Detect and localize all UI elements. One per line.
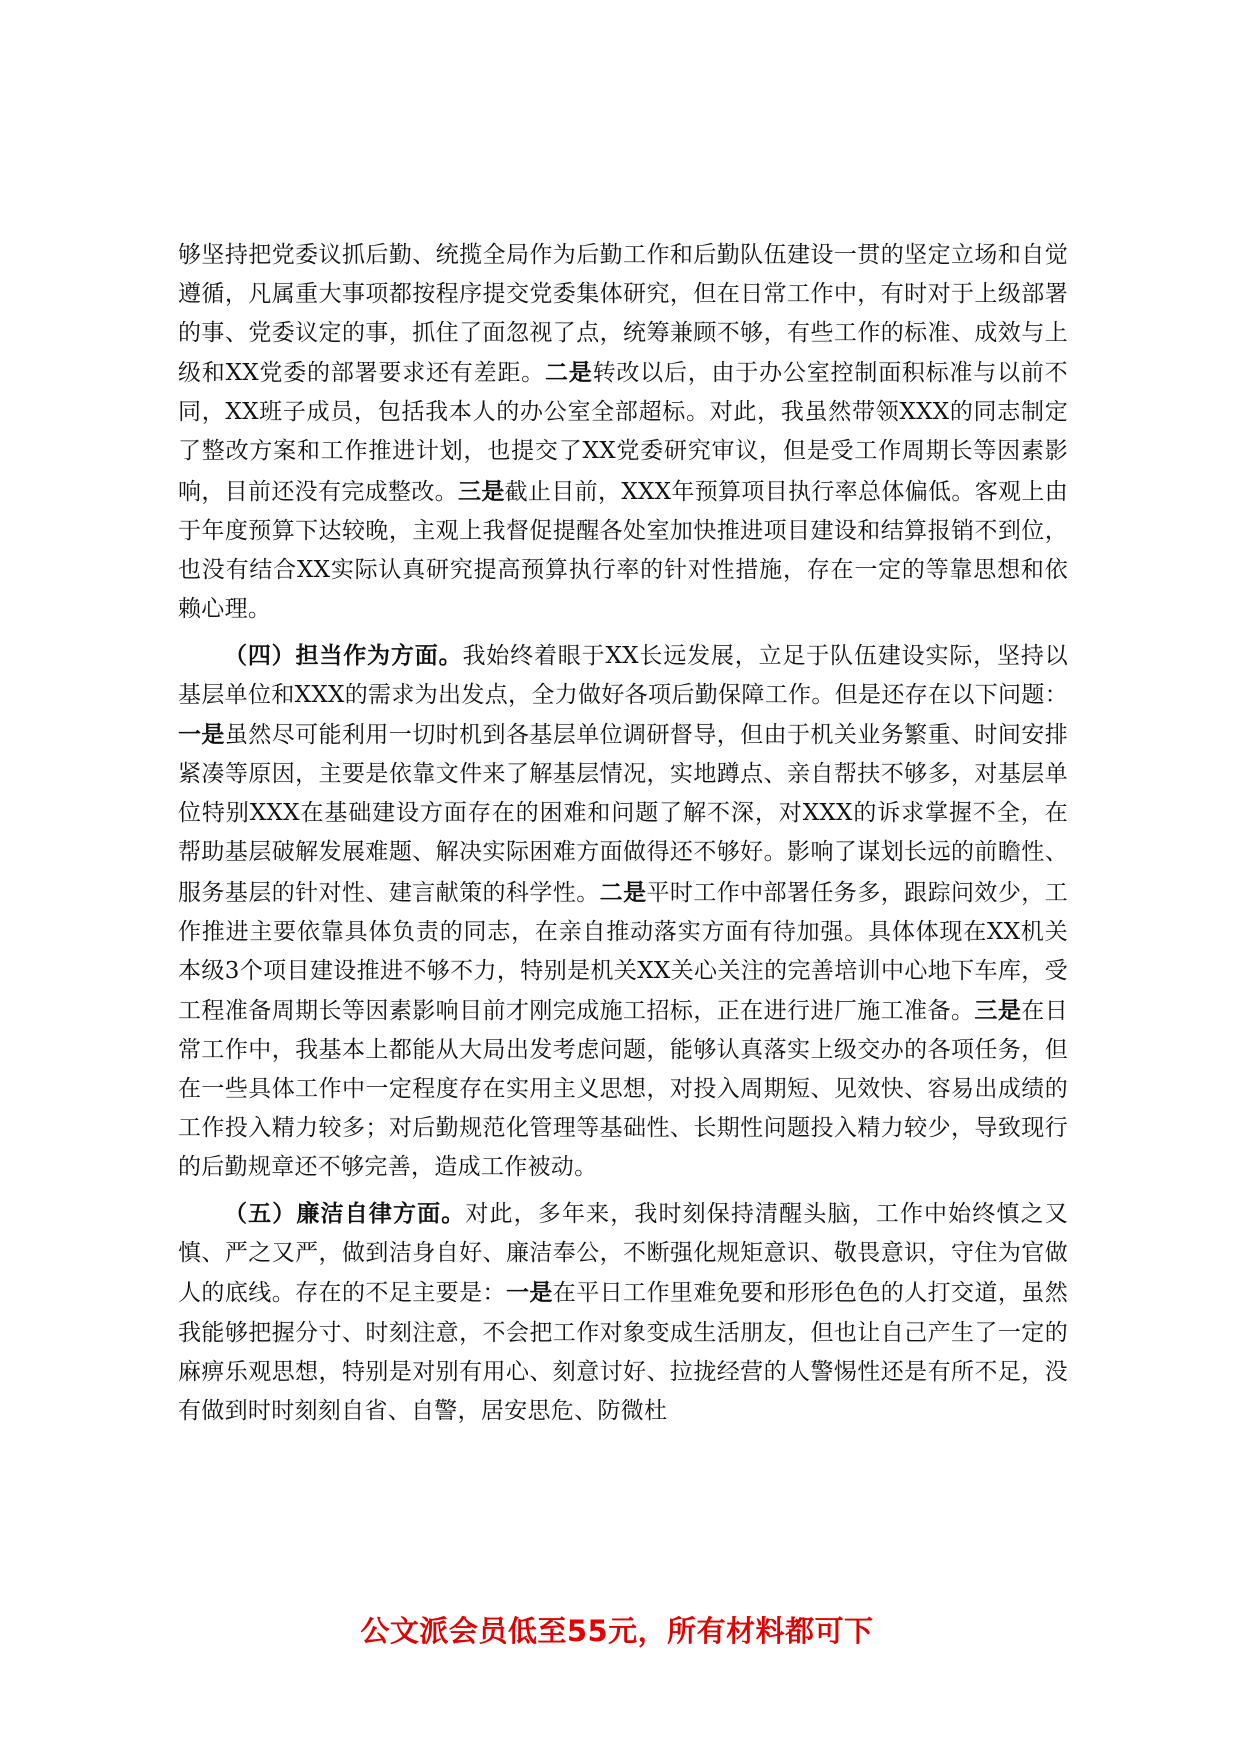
enumeration-marker: 三是 <box>458 477 505 505</box>
enumeration-marker: 二是 <box>544 359 593 387</box>
paragraph-text: 在平日工作里难免要和形形色色的人打交道，虽然我能够把握分寸、时刻注意，不会把工作对象变成生活朋友，但也让自己产生了一定的麻痹乐观思想，特别是对别有用心、刻意讨好、拉拢经营的人警惕性还是有所不足，没有做到时时刻刻自省、自警，居安思危、防微杜 <box>178 1280 1068 1424</box>
paragraph-text: 对此，多年来，我时刻保持清醒头脑，工作中始终慎之又慎、严之又严，做到洁身自好、廉洁奉公，不断强化规矩意识、敬畏意识，守住为官做人的底线。存在的不足主要是： <box>178 1201 1069 1307</box>
section-heading: （五）廉洁自律方面。 <box>224 1200 466 1228</box>
paragraph-3 <box>178 1194 1068 1431</box>
paragraph-text: 够坚持把党委议抓后勤、统揽全局作为后勤工作和后勤队伍建设一贯的坚定立场和自觉遵循，凡属重大事项都按程序提交党委集体研究，但在日常工作中，有时对于上级部署的事、党委议定的事，抓住了面忽视了点，统筹兼顾不够，有些工作的标准、成效与上级和XX党委的部署要求还有差距。 <box>178 242 1068 387</box>
paragraph-text: 平时工作中部署任务多，跟踪问效少，工作推进主要依靠具体负责的同志，在亲自推动落实方面有待加强。具体体现在XX机关本级3个项目建设推进不够不力，特别是机关XX关心关注的完善培训中心地下车库，受工程准备周期长等因素影响目前才刚完成施工招标，正在进行进厂施工准备。 <box>178 879 1069 1024</box>
paragraph-text: 我始终着眼于XX长远发展，立足于队伍建设实际，坚持以基层单位和XXX的需求为出发点，全力做好各项后勤保障工作。但是还存在以下问题： <box>178 642 1069 709</box>
enumeration-marker: 二是 <box>599 878 647 906</box>
enumeration-marker: 一是 <box>505 1279 553 1307</box>
enumeration-marker: 三是 <box>974 996 1022 1024</box>
enumeration-marker: 一是 <box>178 721 225 749</box>
paragraph-text: 截止目前，XXX年预算项目执行率总体偏低。客观上由于年度预算下达较晚，主观上我督促提醒各处室加快推进项目建设和结算报销不到位，也没有结合XX实际认真研究提高预算执行率的针对性措施，存在一定的等靠思想和依赖心理。 <box>178 478 1069 622</box>
paragraph-text: 转改以后，由于办公室控制面积标准与以前不同，XX班子成员，包括我本人的办公室全部超标。对此，我虽然带领XXX的同志制定了整改方案和工作推进计划，也提交了XX党委研究审议，但是受工作周期长等因素影响，目前还没有完成整改。 <box>178 360 1068 505</box>
paragraph-text: 虽然尽可能利用一切时机到各基层单位调研督导，但由于机关业务繁重、时间安排紧凑等原因，主要是依靠文件来了解基层情况，实地蹲点、亲自帮扶不够多，对基层单位特别XXX在基础建设方面存在的困难和问题了解不深，对XXX的诉求掌握不全，在帮助基层破解发展难题、解决实际困难方面做得还不够好。影响了谋划长远的前瞻性、服务基层的针对性、建言献策的科学性。 <box>178 722 1068 906</box>
promo-banner[interactable]: 公文派会员低至55元，所有材料都可下 <box>360 1614 874 1648</box>
paragraph-2 <box>178 636 1068 1187</box>
paragraph-text: 在日常工作中，我基本上都能从大局出发考虑问题，能够认真落实上级交办的各项任务，但在一些具体工作中一定程度存在实用主义思想，对投入周期短、见效快、容易出成绩的工作投入精力较多；对后勤规范化管理等基础性、长期性问题投入精力较少，导致现行的后勤规章还不够完善，造成工作被动。 <box>178 997 1068 1181</box>
section-heading: （四）担当作为方面。 <box>224 641 463 669</box>
paragraph-1 <box>178 236 1068 629</box>
document-body <box>178 236 1068 1431</box>
